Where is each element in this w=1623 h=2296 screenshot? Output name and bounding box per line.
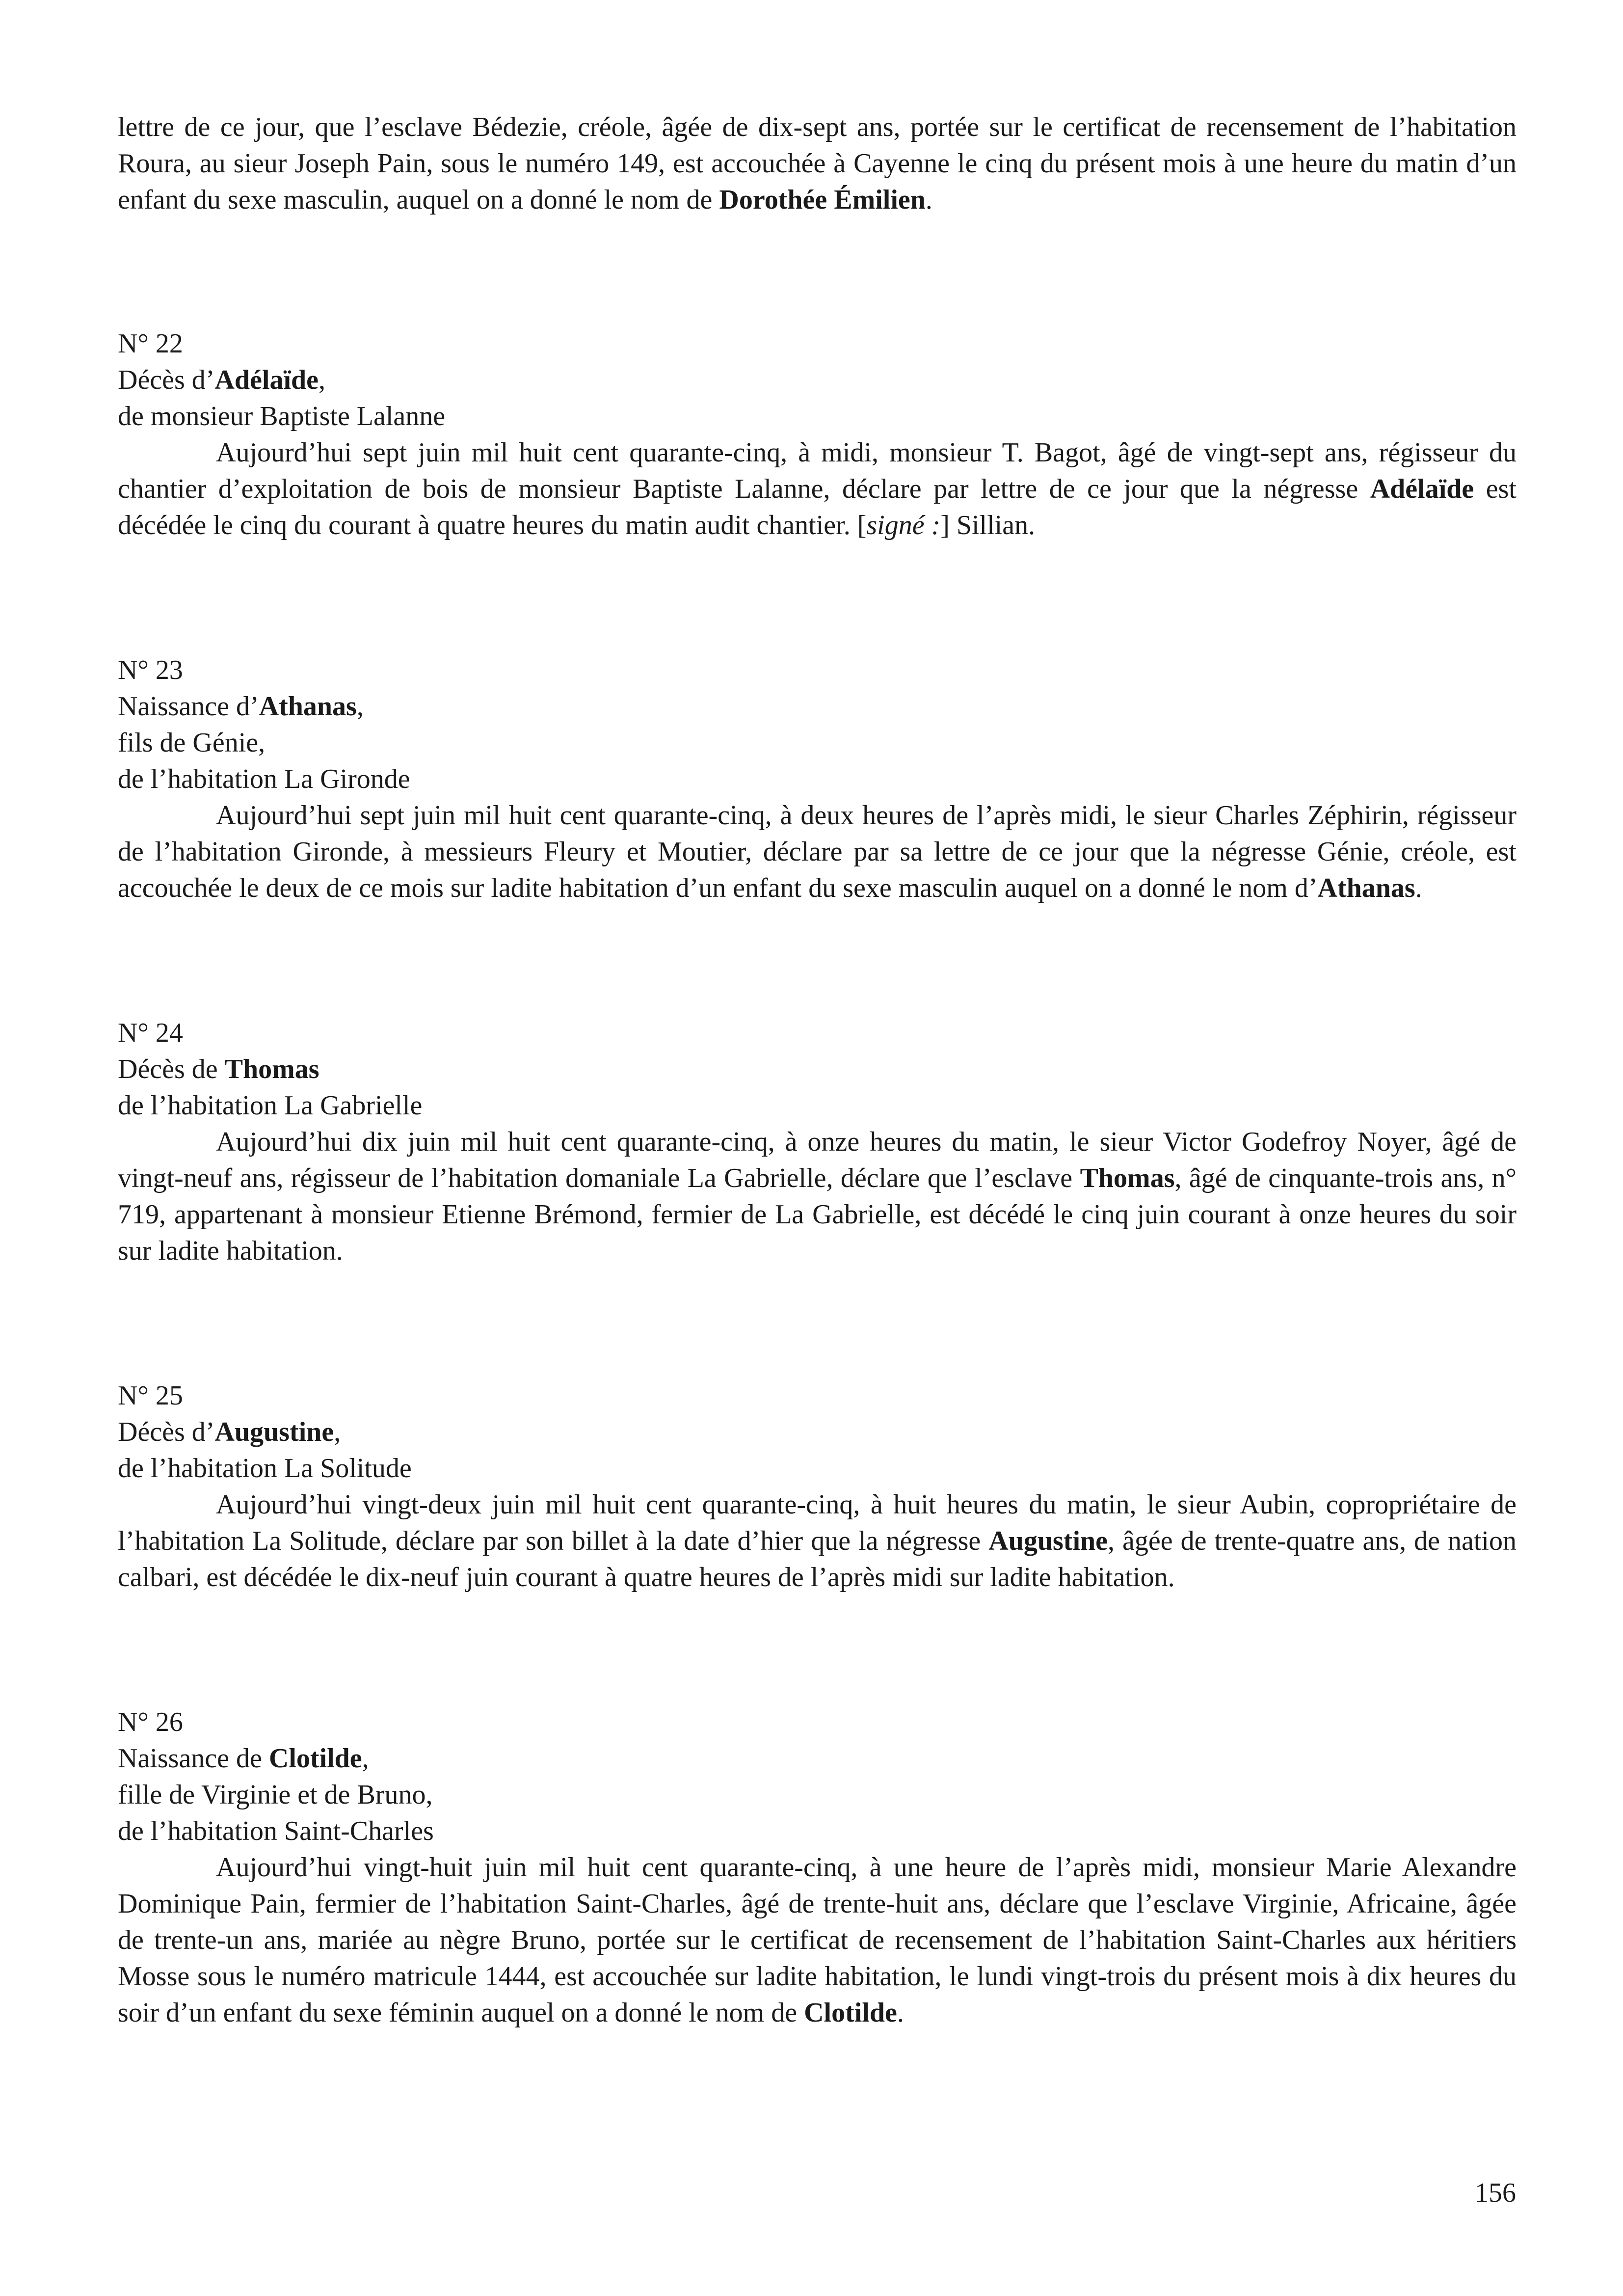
entry-subtitle: de l’habitation La Gironde — [118, 764, 410, 794]
entry-subtitle: de l’habitation Saint-Charles — [118, 1816, 434, 1846]
entry-body-text: ] Sillian. — [940, 510, 1036, 540]
entry-body-text: est décédée le cinq du courant à quatre heures du matin audit chantier. [ — [118, 474, 1517, 540]
entry-body-text: Aujourd’hui sept juin mil huit cent quarante-cinq, à deux heures de l’après midi, le sieur Charles Zéphirin, régisseur de l’habitation Gironde, à messieurs Fleury et Moutier, déclare par sa lettre de ce jour que la négresse Génie, créole, est accouchée le deux de ce mois sur ladite habitation d’un enfant du sexe masculin auquel on a donné le nom d’ — [118, 800, 1517, 903]
entry-title-prefix: Décès de — [118, 1054, 225, 1084]
entry-title — [118, 1740, 1517, 1777]
entry-number: N° 26 — [118, 1707, 183, 1737]
entry-title — [118, 688, 1517, 725]
entry-body — [118, 1849, 1517, 2031]
entry-title-prefix: Naissance de — [118, 1743, 269, 1774]
entry-body-text: Aujourd’hui dix juin mil huit cent quarante-cinq, à onze heures du matin, le sieur Victor Godefroy Noyer, âgé de vingt-neuf ans, régisseur de l’habitation domaniale La Gabrielle, déclare que l’esclave — [118, 1127, 1517, 1193]
intro-child-name: Dorothée Émilien — [719, 185, 926, 215]
intro-text: lettre de ce jour, que l’esclave Bédezie, créole, âgée de dix-sept ans, portée sur le certificat de recensement de l’habitation Roura, au sieur Joseph Pain, sous le numéro 149, est accouchée à Cayenne le cinq du présent mois à une heure du matin d’un enfant du sexe masculin, auquel on a donné le nom de — [118, 112, 1517, 215]
entry-24 — [118, 1015, 1517, 1269]
page-content — [118, 109, 1517, 2031]
entry-body-name: Clotilde — [804, 1998, 897, 2028]
entry-body-text: Aujourd’hui vingt-deux juin mil huit cent quarante-cinq, à huit heures du matin, le sieur Aubin, copropriétaire de l’habitation La Solitude, déclare par son billet à la date d’hier que la négresse — [118, 1489, 1517, 1556]
entry-subtitle: fils de Génie, — [118, 728, 266, 758]
entry-body-text: Aujourd’hui vingt-huit juin mil huit cent quarante-cinq, à une heure de l’après midi, monsieur Marie Alexandre Dominique Pain, fermier de l’habitation Saint-Charles, âgé de trente-huit ans, déclare que l’esclave Virginie, Africaine, âgée de trente-un ans, mariée au nègre Bruno, portée sur le certificat de recensement de l’habitation Saint-Charles aux héritiers Mosse sous le numéro matricule 1444, est accouchée sur ladite habitation, le lundi vingt-trois du présent mois à dix heures du soir d’un enfant du sexe féminin auquel on a donné le nom de — [118, 1852, 1517, 2028]
entry-body — [118, 797, 1517, 906]
entry-body-text: . — [897, 1998, 904, 2028]
entry-title — [118, 1414, 1517, 1450]
entry-title-name: Adélaïde — [214, 365, 319, 395]
page-number: 156 — [1475, 2178, 1516, 2208]
entry-body — [118, 1124, 1517, 1269]
entry-title-suffix: , — [356, 691, 364, 722]
entry-subtitle: de monsieur Baptiste Lalanne — [118, 401, 446, 432]
entry-25 — [118, 1378, 1517, 1595]
entry-subtitle: fille de Virginie et de Bruno, — [118, 1780, 433, 1810]
entry-title-suffix: , — [334, 1417, 341, 1447]
entry-title-suffix: , — [319, 365, 326, 395]
entry-body-name: Athanas — [1317, 873, 1415, 903]
entry-title-name: Clotilde — [268, 1743, 362, 1774]
entry-number: N° 24 — [118, 1018, 183, 1048]
signed-label: signé : — [866, 510, 941, 540]
entry-number: N° 23 — [118, 655, 183, 685]
entry-title-name: Augustine — [214, 1417, 334, 1447]
entry-body-text: , âgé de cinquante-trois ans, n° 719, appartenant à monsieur Etienne Brémond, fermier de La Gabrielle, est décédé le cinq juin courant à onze heures du soir sur ladite habitation. — [118, 1163, 1517, 1266]
entry-number: N° 25 — [118, 1380, 183, 1411]
entry-title-name: Thomas — [224, 1054, 319, 1084]
entry-title — [118, 1051, 1517, 1087]
entry-subtitle: de l’habitation La Solitude — [118, 1453, 412, 1484]
entry-body — [118, 1486, 1517, 1595]
entry-title-prefix: Décès d’ — [118, 1417, 215, 1447]
entry-22 — [118, 325, 1517, 543]
entry-body-name: Thomas — [1080, 1163, 1175, 1193]
entry-body-name: Augustine — [988, 1526, 1108, 1556]
entry-title — [118, 362, 1517, 398]
entry-body-text: , âgée de trente-quatre ans, de nation calbari, est décédée le dix-neuf juin courant à quatre heures de l’après midi sur ladite habitation. — [118, 1526, 1517, 1593]
entry-body-text: Aujourd’hui sept juin mil huit cent quarante-cinq, à midi, monsieur T. Bagot, âgé de vingt-sept ans, régisseur du chantier d’exploitation de bois de monsieur Baptiste Lalanne, déclare par lettre de ce jour que la négresse — [118, 437, 1517, 504]
entry-body — [118, 434, 1517, 543]
entry-body-text: . — [1415, 873, 1422, 903]
entry-26 — [118, 1704, 1517, 2031]
entry-number: N° 22 — [118, 328, 183, 359]
entry-title-name: Athanas — [259, 691, 357, 722]
entry-title-prefix: Naissance d’ — [118, 691, 259, 722]
entry-body-name: Adélaïde — [1370, 474, 1474, 504]
entry-title-prefix: Décès d’ — [118, 365, 215, 395]
intro-end: . — [925, 185, 932, 215]
entry-23 — [118, 652, 1517, 906]
intro-paragraph — [118, 109, 1517, 218]
entry-title-suffix: , — [362, 1743, 369, 1774]
entry-subtitle: de l’habitation La Gabrielle — [118, 1090, 423, 1121]
